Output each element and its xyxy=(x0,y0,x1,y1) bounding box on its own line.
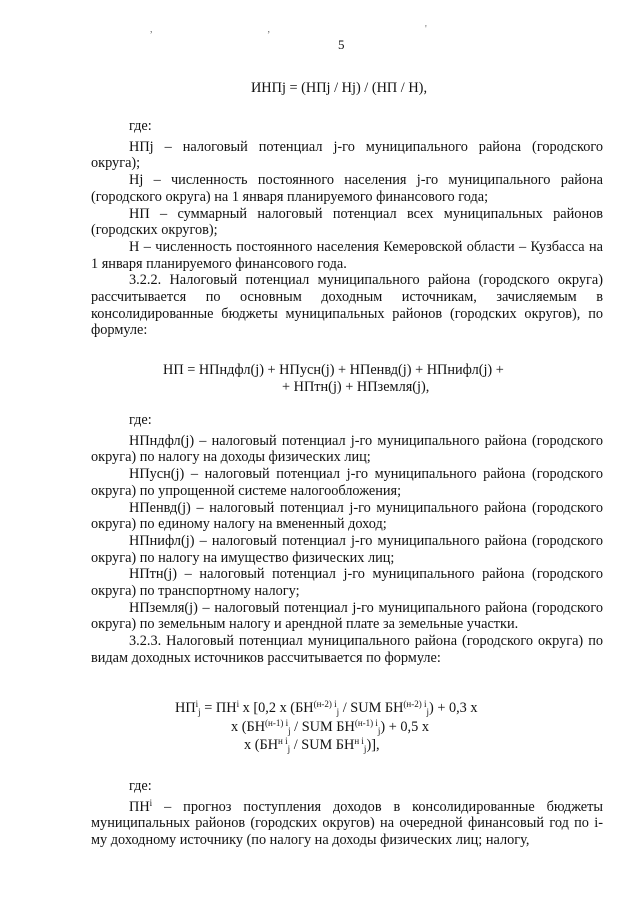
definition-tn: НПтн(j) – налоговый потенциал j-го муниципального района (городского округа) по транспортному налогу; xyxy=(91,566,603,600)
definition-zemlya: НПземля(j) – налоговый потенциал j-го муниципального района (городского округа) по земельным налогу и арендной плате за земельные участки. xyxy=(91,599,603,633)
definition-nj: Нj – численность постоянного населения j-го муниципального района (городского округа) на 1 января планируемого финансового года; xyxy=(91,172,603,205)
definition-n: Н – численность постоянного населения Кемеровской области – Кузбасса на 1 января планируемого финансового года. xyxy=(91,238,603,272)
definition-pn: $ПН^i$ – прогноз поступления доходов в консолидированные бюджеты муниципальных районов (городских округов) на очередной финансовый год по i-му доходному источнику (по налогу на доходы физических лиц; налогу, xyxy=(91,797,603,849)
formula-index: ИНПj = (НПj / Нj) / (НП / Н), xyxy=(250,80,428,96)
definition-nifl: НПнифл(j) – налоговый потенциал j-го муниципального района (городского округа) по налогу на имущество физических лиц; xyxy=(91,532,603,566)
body-section-2 xyxy=(91,412,603,667)
where-label: где: xyxy=(129,778,152,794)
formula-np-sum xyxy=(91,362,587,395)
definition-envd: НПенвд(j) – налоговый потенциал j-го муниципального района (городского округа) по единому налогу на вмененный доход; xyxy=(91,499,603,533)
paragraph-3-2-3: 3.2.3. Налоговый потенциал муниципального района (городского округа) по видам доходных источников рассчитывается по формуле: xyxy=(91,633,603,666)
paragraph-3-2-2: 3.2.2. Налоговый потенциал муниципального района (городского округа) рассчитывается по основным доходным источникам, зачисляемым в консолидированные бюджеты муниципальных районов (городских округов), по формуле: xyxy=(91,272,603,339)
where-label: где: xyxy=(129,118,152,134)
body-section-1 xyxy=(91,118,603,339)
scan-marks-top: , , ' xyxy=(150,24,427,35)
body-section-3 xyxy=(91,778,603,849)
definition-np: НП – суммарный налоговый потенциал всех муниципальных районов (городских округов); xyxy=(91,205,603,239)
definition-npj: НПj – налоговый потенциал j-го муниципального района (городского округа); xyxy=(91,138,603,172)
page-number: 5 xyxy=(338,37,345,52)
formula3-line1: $НП^i_j = ПН^i$ x [0,2 x ($БН^{(н-2) i}_j$ / SUM $БН^{(н-2) i}_j) + 0,3$ x xyxy=(175,699,478,717)
formula-np-line2: + НПтн(j) + НПземля(j), xyxy=(282,378,430,395)
formula3-line2: x ($БН^{(н-1) i}_j$ / SUM $БН^{(н-1) i}_j) + 0,5$ x xyxy=(231,717,429,736)
formula-np-by-source xyxy=(91,700,603,754)
formula-np-line1: НП = НПндфл(j) + НПусн(j) + НПенвд(j) + НПнифл(j) + xyxy=(163,362,504,378)
formula3-line3: x ($БН^{н i}_j$ / SUM $БН^{н i}_j$)], xyxy=(244,736,380,755)
where-label: где: xyxy=(129,412,152,428)
definition-usn: НПусн(j) – налоговый потенциал j-го муниципального района (городского округа) по упрощенной системе налогообложения; xyxy=(91,466,603,499)
definition-ndfl: НПндфл(j) – налоговый потенциал j-го муниципального района (городского округа) по налогу на доходы физических лиц; xyxy=(91,432,603,466)
